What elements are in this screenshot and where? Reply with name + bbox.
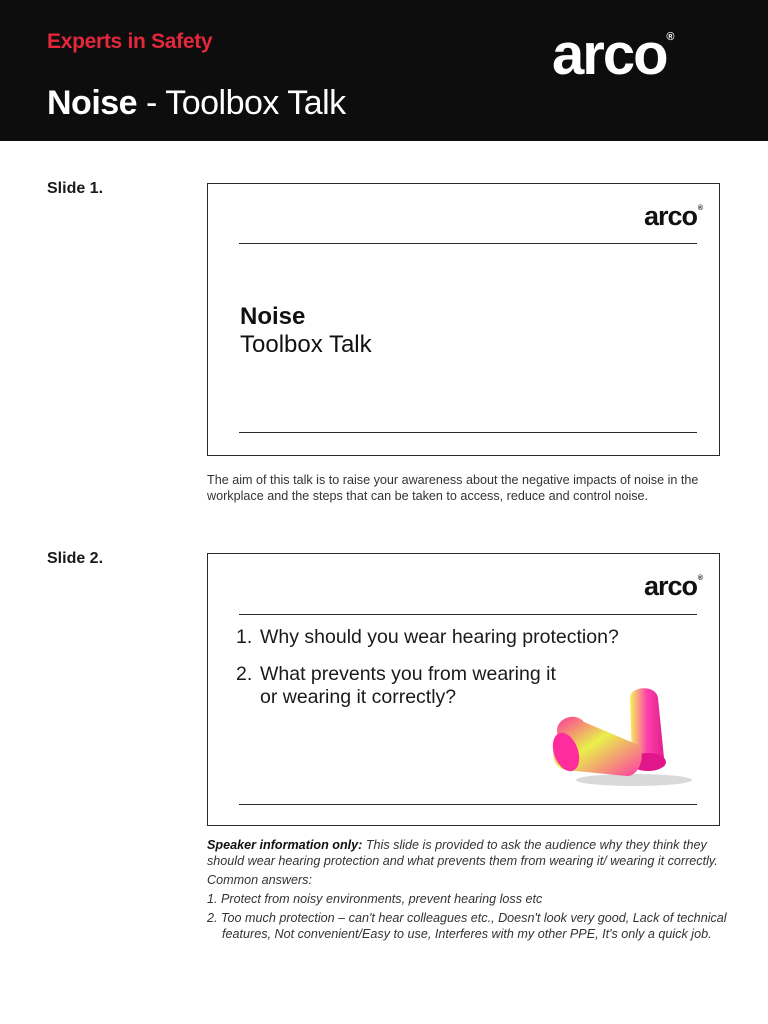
slide-1-subheading: Toolbox Talk [240,331,372,358]
question-text: Why should you wear hearing protection? [260,626,619,648]
title-bold: Noise [47,84,138,122]
earplugs-image [544,680,696,792]
slide-2-logo [643,571,703,601]
slide-2-registered-mark: ® [697,575,703,582]
slide-1-registered-mark: ® [697,205,703,212]
question-2 [236,663,556,709]
divider [239,614,697,615]
divider [239,432,697,433]
shadow [576,774,692,786]
arco-logo [552,22,675,87]
slide-1-label: Slide 1. [47,180,104,197]
tagline: Experts in Safety [47,30,213,53]
slide-1-card [207,183,720,456]
slide-1-heading: Noise [240,303,306,330]
notes-intro: This slide is provided to ask the audience why they think they should wear hearing protection and what prevents them from wearing it/ wearing it correctly. [207,838,718,868]
notes-answer-2: 2. Too much protection – can't hear colleagues etc., Doesn't look very good, Lack of technical features, Not convenient/Easy to use, Interferes with my other PPE, It's only a quick job. [207,911,727,941]
registered-mark: ® [666,31,675,43]
question-number: 1. [236,626,253,648]
question-1 [236,626,619,649]
notes-lead: Speaker information only: [207,838,363,852]
question-text-continued: or wearing it correctly? [260,686,457,708]
slide-2-logo-text: arco [643,571,697,601]
page-header [0,0,768,141]
divider [239,243,697,244]
slide-2-label: Slide 2. [47,550,104,567]
slide-1-logo [643,201,703,231]
divider [239,804,697,805]
arco-logo-text: arco [552,22,667,87]
question-number: 2. [236,663,253,685]
notes-answer-1: 1. Protect from noisy environments, prevent hearing loss etc [207,892,543,906]
question-text: What prevents you from wearing it [260,663,556,685]
speaker-notes [207,837,727,945]
slide-2-card [207,553,720,826]
title-rest: - Toolbox Talk [137,84,346,122]
slide-1-logo-text: arco [643,201,697,231]
page-title [47,84,346,123]
slide-1-caption: The aim of this talk is to raise your awareness about the negative impacts of noise in the workplace and the steps that can be taken to access, reduce and control noise. [207,473,699,503]
notes-common-answers: Common answers: [207,873,312,887]
